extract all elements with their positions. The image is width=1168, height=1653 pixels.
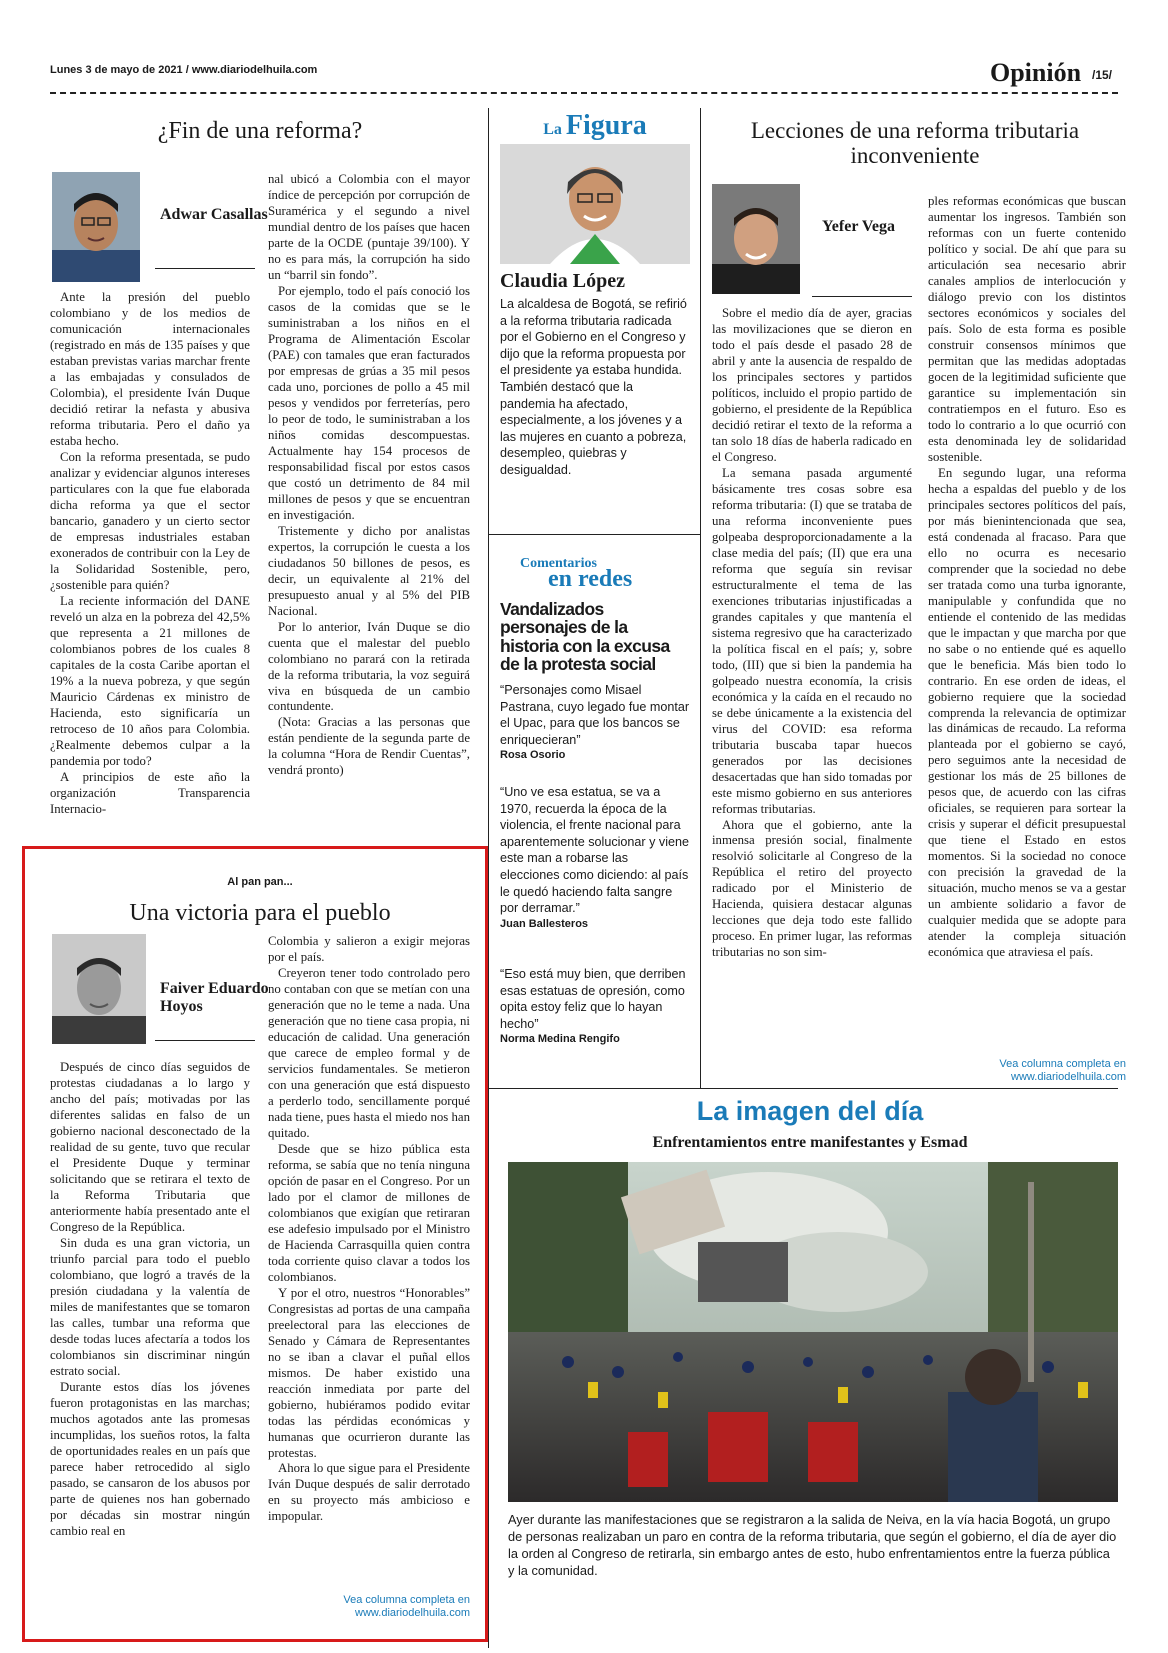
article2-column-1	[50, 1060, 250, 1540]
column-divider-right	[700, 108, 701, 1088]
paragraph: Por lo anterior, Iván Duque se dio cuenta que el malestar del pueblo colombiano no parará con la retirada de la reforma tributaria, la voz seguirá viva en búsqueda de un cambio contundente.	[268, 619, 470, 714]
article2-column-2	[268, 934, 470, 1525]
imagen-subtitle: Enfrentamientos entre manifestantes y Esmad	[652, 1134, 968, 1151]
paragraph: Ante la presión del pueblo colombiano y de los medios de comunicación internacionales (registrado en más de 135 países y que estaban previstas varias marchar frente a las embajadas y consulados de Colombia), el presidente Iván Duque decidió retirar la nefasta y abusiva reforma tributaria. Pero el daño ya estaba hecho.	[50, 290, 250, 448]
figura-label	[500, 110, 690, 142]
article3-author: Yefer Vega	[822, 218, 896, 235]
article3-column-1	[712, 306, 912, 961]
imagen-photo	[508, 1162, 1118, 1502]
section-title: Opinión	[990, 58, 1082, 87]
paragraph: Y por el otro, nuestros “Honorables” Congresistas ad portas de una campaña preelectoral para las elecciones de Senado y Cámara de Representantes no se iban a clavar el puñal ellos mismos. De haber existido una reacción inmediata por parte del gobierno, hubiéramos podido evitar todas las pérdidas económicas y humanas que ocurrieron durante las protestas.	[268, 1285, 470, 1460]
redes-comment-1	[500, 682, 690, 763]
paragraph: La semana pasada argumenté básicamente tres cosas sobre esa reforma tributaria: (I) que se trataba de una reforma inconveniente pues golpeaba desproporcionadamente a la clase media del país; (II) que era una reforma que seguía sin revisar estructuralmente el tema de las exenciones tributarias injustificadas a grandes capitales y que mantenía el sistema regresivo que ha caracterizado la política fiscal en el país; y, sobre todo, (III) que si bien la pandemia ha golpeado nuestra economía, la crisis económica y la caída en el recaudo no se debe únicamente a la existencia del virus del COVID: esa reforma tributaria buscaba tapar huecos generados por las decisiones desacertadas que han sido tomadas por este mismo gobierno en sus anteriores reformas tributarias.	[712, 465, 912, 816]
redes-label-big: en redes	[548, 566, 633, 592]
article3-title: Lecciones de una reforma tributaria inconveniente	[750, 118, 1080, 169]
paragraph: A principios de este año la organización Transparencia Internacio-	[50, 769, 250, 816]
article2-title: Una victoria para el pueblo	[129, 900, 391, 926]
article1-title: ¿Fin de una reforma?	[157, 118, 363, 144]
paragraph: La reciente información del DANE reveló un alza en la pobreza del 42,5% que representa a 21 millones de colombianos pobres de los cuales 8 capitales de la costa Caribe aportan el 19% a la nueva pobreza, y que según Mauricio Cárdenas ex ministro de Hacienda, esto significaría un retroceso de 10 años para Colombia. ¿Realmente debemos culpar a la pandemia por todo?	[50, 593, 250, 768]
comment-author: Rosa Osorio	[500, 749, 566, 762]
header-divider	[50, 92, 1118, 94]
paragraph: (Nota: Gracias a las personas que están pendiente de la segunda parte de la columna “Hora de Rendir Cuentas”, vendrá pronto)	[268, 715, 470, 778]
header-date: Lunes 3 de mayo de 2021 / www.diariodelhuila.com	[50, 64, 318, 76]
article2-author: Faiver Eduardo Hoyos	[160, 980, 269, 1016]
author-photo-adwar	[52, 172, 140, 282]
paragraph: Con la reforma presentada, se pudo analizar y evidenciar algunos intereses particulares con la que fue elaborada dicha reforma ya que el sector bancario, ganadero y un cierto sector de empresas industriales estaban exonerados de contribuir con la Ley de la Solidaridad Sostenible, pero, ¿sostenible para quién?	[50, 449, 250, 592]
article1-author: Adwar Casallas	[160, 206, 268, 223]
article3-more-link[interactable]: Vea columna completa en www.diariodelhuila.com	[999, 1058, 1126, 1084]
paragraph: ples reformas económicas que buscan aumentar los ingresos. También son reformas con un fuerte contenido político y social. De ahí que para su articulación sea necesario abrir canales amplios de interlocución y diálogo previo con los distintos sectores económicos y sociales del país. Solo de esta forma es posible construir consensos mínimos que permitan que las medidas adoptadas gocen de la legitimidad suficiente que garantice su implementación sin contratiempos en el futuro. Eso es todo lo contrario a lo que ocurrió con esta denominada ley de solidaridad sostenible.	[928, 194, 1126, 464]
comment-text: “Uno ve esa estatua, se va a 1970, recuerda la época de la violencia, el frente nacional para aparentemente solucionar y viene este man a robarse las elecciones como diciendo: al país le quedó haciendo falta sangre por derramar.”	[500, 785, 690, 916]
paragraph: En segundo lugar, una reforma hecha a espaldas del pueblo y de los principales sectores políticos del país, por más bienintencionada que sea, está condenada al fracaso. Para que ello no ocurra es necesario comprender que la sociedad no debe ser tratada como una turba ignorante, manipulable y confundida que no entiende el contenido de las medidas que le impactan y que marcha por que no sabe o no entiende qué es aquello que le beneficia. Más bien todo lo contrario. En ese orden de ideas, el gobierno requiere que la sociedad comprenda la relevancia de optimizar las dinámicas de recaudo. La reforma planteada por el gobierno se cayó, pero seguimos ante la necesidad de gestionar los más de 25 billones de pesos que, de acuerdo con las cifras oficiales, se requieren para sortear la crisis y superar el déficit presupuestal que tiene el Estado en estos momentos. Si la sociedad no conoce con precisión la gravedad de la situación, mucho menos se va a gestar un ambiente solidario a favor de cualquier medida que se adopte para atender la compleja situación económica que atraviesa el país.	[928, 465, 1126, 960]
imagen-title: La imagen del día	[696, 1096, 924, 1126]
paragraph: Sin duda es una gran victoria, un triunfo parcial para todo el pueblo colombiano, que logró a través de la presión ciudadana y la valentía de miles de manifestantes que se tomaron las calles, tumbar una reforma que desde todas luces afectaría a todos los colombianos sin discriminar ningún estrato social.	[50, 1235, 250, 1378]
redes-comment-2	[500, 784, 690, 931]
figura-label-big: Figura	[565, 110, 647, 141]
paragraph: Creyeron tener todo controlado pero no contaban con que se metían con una generación que no le teme a nada. Una generación que no tiene casa propia, ni educación de calidad. Una generación que carece de empleo formal y de servicios fundamentales. Se metieron con una generación que está dispuesto a perderlo todo, sencillamente porqué nada tiene, pues hasta el miedo nos han quitado.	[268, 965, 470, 1140]
paragraph: Tristemente y dicho por analistas expertos, la corrupción le cuesta a los ciudadanos 50 billones de pesos, es decir, un equivalente al 21% del presupuesto anual y al 5% del PIB Nacional.	[268, 523, 470, 618]
author-photo-faiver	[52, 934, 146, 1044]
author-underline	[155, 268, 255, 269]
page-number: /15/	[1092, 68, 1113, 82]
paragraph: Sobre el medio día de ayer, gracias las movilizaciones que se dieron en todo el país desde el pasado 28 de abril y ante la ausencia de respaldo de los principales sectores y partidos políticos, incluido el propio partido de gobierno, el presidente de la República decidió retirar el texto de la reforma a tan solo 18 días de haberla radicado en el Congreso.	[712, 306, 912, 464]
paragraph: Después de cinco días seguidos de protestas ciudadanas a lo largo y ancho del país; motivadas por las diferentes salidas en falso de un gobierno nacional desconectado de la realidad de su gente, tuvo que recular el Presidente Duque y terminar solicitando que se retirara el texto de la Reforma Tributaria que anteriormente había presentado ante el Congreso de la República.	[50, 1060, 250, 1234]
paragraph: Por ejemplo, todo el país conoció los casos de la comidas que se le suministraban a los niños en el Programa de Alimentación Escolar (PAE) con tamales que eran facturados por empresas de grúas a 35 mil pesos cada uno, porciones de pollo a 45 mil pesos y vendidos por ferreterías, pero lo peor de todo, le suministraban a los niños comidas descompuestas. Actualmente hay 154 procesos de responsabilidad fiscal por estos casos que costó un detrimento de 84 mil millones de pesos y que se encuentran en investigación.	[268, 283, 470, 522]
redes-label-small: Comentarios	[520, 556, 597, 571]
comment-text: “Eso está muy bien, que derriben esas estatuas de opresión, como opita estoy feliz que lo hayan hecho”	[500, 967, 686, 1031]
comment-text: “Personajes como Misael Pastrana, cuyo legado fue montar el Upac, para que los bancos se enriquecieran”	[500, 683, 690, 747]
paragraph: Durante estos días los jóvenes fueron protagonistas en las marchas; muchos agotados ante las promesas incumplidas, los sueños rotos, la falta de oportunidades reales en un país que parece haber retrocedido al siglo pasado, se cansaron de los abusos por parte de quienes nos han gobernado por décadas sin mostrar ningún cambio real en	[50, 1379, 250, 1538]
author-photo-yefer	[712, 184, 800, 294]
paragraph: Ahora lo que sigue para el Presidente Iván Duque después de salir derrotado en su proyecto más ambicioso e impopular.	[268, 1461, 470, 1524]
column-divider-left	[488, 108, 489, 1648]
redes-comment-3	[500, 966, 690, 1047]
article1-column-1	[50, 290, 250, 817]
redes-headline: Vandalizados personajes de la historia con la excusa de la protesta social	[500, 599, 670, 675]
figura-photo	[500, 144, 690, 264]
paragraph: Desde que se hizo pública esta reforma, se sabía que no tenía ninguna opción de pasar en el Congreso. Por un lado por el clamor de millones de colombianos que exigían que retiraran ese adefesio impulsado por el Ministro de Hacienda Carrasquilla quien contra toda corriente quiso clavar a todos los colombianos.	[268, 1141, 470, 1284]
figura-divider	[488, 534, 700, 535]
paragraph: nal ubicó a Colombia con el mayor índice de percepción por corrupción de Suramérica y el segundo a nivel mundial dentro de los países que hacen parte de la OCDE (puntaje 39/100). Y no es para más, la corrupción ha sido un “barril sin fondo”.	[268, 172, 470, 282]
figura-text: La alcaldesa de Bogotá, se refirió a la reforma tributaria radicada por el Gobierno en el Congreso y dijo que la reforma propuesta por el presidente ya estaba hundida. También destacó que la pandemia ha afectado, especialmente, a los jóvenes y a las mujeres en cuanto a pobreza, desempleo, quiebras y desigualdad.	[500, 297, 687, 478]
imagen-caption: Ayer durante las manifestaciones que se registraron a la salida de Neiva, en la vía hacia Bogotá, un grupo de personas realizaban un paro en contra de la reforma tributaria, que según el gobierno, el día de ayer dio la orden al Congreso de retirarla, sin embargo antes de esto, hubo enfrentamientos entre la fuerza pública y la comunidad.	[508, 1512, 1117, 1578]
article2-kicker: Al pan pan...	[227, 876, 293, 888]
figura-name: Claudia López	[500, 270, 626, 292]
comment-author: Juan Ballesteros	[500, 917, 589, 930]
author-underline	[812, 296, 912, 297]
paragraph: Ahora que el gobierno, ante la inmensa presión social, finalmente resolvió solicitarle al Congreso de la República el retiro del proyecto radicado por el Ministerio de Hacienda, quisiera destacar algunas lecciones que deja todo este fallido proceso. En primer lugar, las reformas tributarias no son sim-	[712, 817, 912, 960]
comment-author: Norma Medina Rengifo	[500, 1033, 620, 1046]
article3-column-2	[928, 194, 1126, 961]
figura-label-small: La	[543, 121, 562, 138]
article2-more-link[interactable]: Vea columna completa en www.diariodelhuila.com	[343, 1594, 470, 1620]
paragraph: Colombia y salieron a exigir mejoras por el país.	[268, 934, 470, 964]
imagen-divider	[488, 1088, 1118, 1089]
article1-column-2	[268, 172, 470, 779]
author-underline	[155, 1040, 255, 1041]
